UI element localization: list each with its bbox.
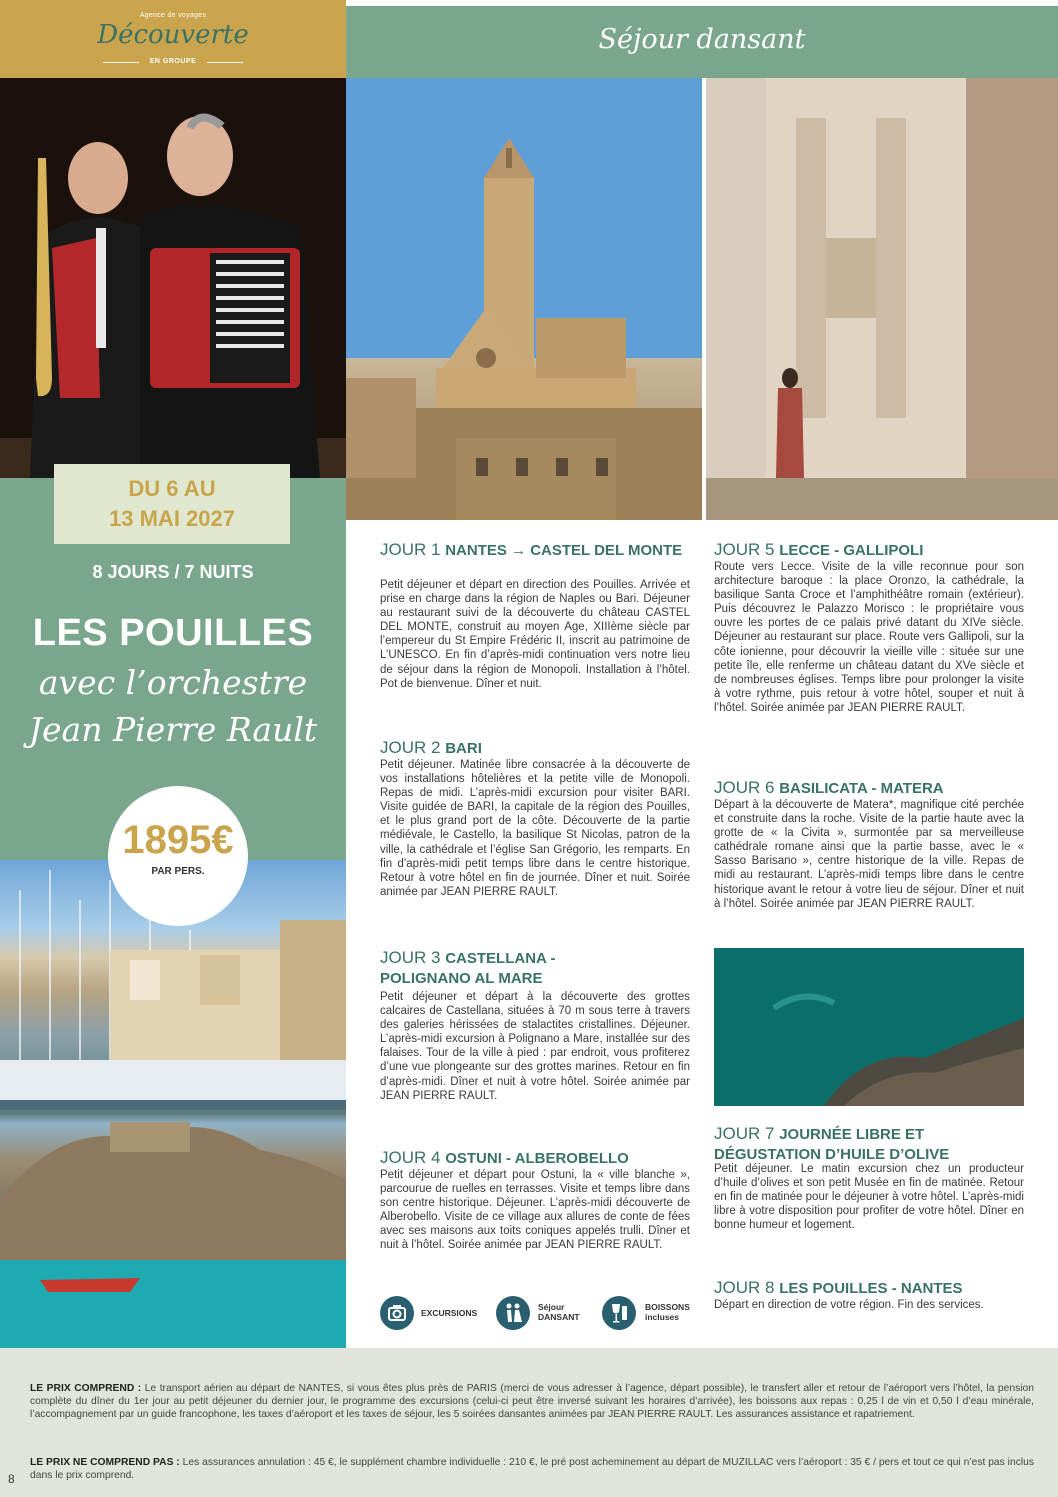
- day-2-heading: [380, 738, 700, 758]
- day-6-text: Départ à la découverte de Matera*, magnifique cité perchée et construite dans la roche. Visite de la partie haute avec la grotte de « la Civita », surmontée par sa merveilleuse cathédrale romane ainsi que la partie basse, avec le « Sasso Barisano », centre historique de la ville. Repas de midi au restaurant. L’après-midi temps libre dans le centre historique avant le retour à votre lieu de séjour. Dîner et nuit à l’hôtel. Soirée animée par JEAN PIERRE RAULT.: [714, 799, 1024, 910]
- day-8-number: JOUR 8: [714, 1278, 775, 1297]
- lecce-street-photo: [706, 78, 1058, 520]
- day-7-text: Petit déjeuner. Le matin excursion chez un producteur d’huile d’olives et son petit Musée en fin de matinée. Retour en fin de matinée pour le déjeuner à votre hôtel. L’après-midi libre à votre disposition pour profiter de votre hôtel. Dîner en bonne humeur et logement.: [714, 1163, 1024, 1232]
- day-3-number: JOUR 3: [380, 948, 441, 967]
- day-7-place: JOURNÉE LIBRE ET DÉGUSTATION D’HUILE D’OLIVE: [714, 1126, 950, 1163]
- price-excludes: [30, 1456, 1034, 1482]
- trip-duration: 8 JOURS / 7 NUITS: [92, 562, 254, 582]
- header-title: Séjour dansant: [598, 24, 806, 55]
- dancing-couple-icon: [496, 1296, 530, 1330]
- day-6-place: BASILICATA - MATERA: [779, 780, 944, 797]
- camera-icon: [380, 1296, 414, 1330]
- price-value: 1895€: [122, 818, 234, 862]
- sea-aerial-photo: [714, 948, 1024, 1106]
- price-includes: [30, 1382, 1034, 1422]
- day-1-number: JOUR 1: [380, 540, 441, 559]
- day-7-heading: [714, 1124, 1034, 1164]
- matera-cathedral-photo: [346, 78, 702, 520]
- day-3-place: CASTELLANA - POLIGNANO AL MARE: [380, 950, 556, 987]
- brand-sub-label: EN GROUPE: [149, 58, 197, 65]
- cathedral-illustration: [346, 78, 702, 520]
- day-8-heading: [714, 1278, 1034, 1298]
- day-5-heading: [714, 540, 1034, 560]
- day-2-number: JOUR 2: [380, 738, 441, 757]
- day-3-heading: [380, 948, 600, 988]
- day-2-place: BARI: [445, 740, 482, 757]
- day-2-text: Petit déjeuner. Matinée libre consacrée à la découverte de vos installations hôtelières et la petite ville de Monopoli. Repas de midi. L’après-midi excursion pour visiter BARI. Visite guidée de BARI, la capitale de la région des Pouilles, et le plus grand port de la côte. Découverte de la partie médiévale, le Castello, la basilique St Nicolas, patron de la ville, la cathédrale et l’église San Grégorio, les remparts. En fin d’après-midi petit temps libre dans le centre historique. Retour à votre hôtel en fin de journée. Dîner et nuit. Soirée animée par JEAN PIERRE RAULT.: [380, 759, 690, 898]
- drinks-label-line-1: BOISSONS: [645, 1302, 690, 1312]
- day-4-number: JOUR 4: [380, 1148, 441, 1167]
- day-3-text: Petit déjeuner et départ à la découverte des grottes calcaires de Castellana, situées à 70 m sous terre à travers des galeries hérissées de stalactites cristallines. Déjeuner. L’après-midi excursion à Polignano a Mare, installée sur des falaises. Tour de la ville à pied : par endroit, vous profiterez d’une vue plongeante sur des grottes marines. Retour en fin d’après-midi. Dîner et nuit à votre hôtel. Soirée animée par JEAN PIERRE RAULT.: [380, 991, 690, 1102]
- orchestra-photo: [0, 78, 346, 478]
- day-7-number: JOUR 7: [714, 1124, 775, 1143]
- page-number: 8: [8, 1472, 15, 1486]
- brand-name: Découverte: [97, 20, 249, 50]
- excursions-label: EXCURSIONS: [421, 1308, 478, 1318]
- price-excludes-text: Les assurances annulation : 45 €, le supplément chambre individuelle : 210 €, le pré post acheminement au départ de MUZILLAC vers l’aéroport : 35 € / pers et tout ce qui n’est pas inclus dans le prix comprend.: [30, 1457, 1034, 1482]
- price-unit: PAR PERS.: [151, 866, 205, 877]
- day-6-number: JOUR 6: [714, 778, 775, 797]
- drinks-label-line-2: incluses: [645, 1312, 680, 1322]
- brand-sub: [103, 58, 243, 66]
- date-line-2: 13 MAI 2027: [109, 506, 235, 531]
- dancing-label-line-1: Séjour: [538, 1302, 565, 1312]
- sea-illustration: [714, 948, 1024, 1106]
- day-4-place: OSTUNI - ALBEROBELLO: [445, 1150, 629, 1167]
- day-5-place: LECCE - GALLIPOLI: [779, 542, 924, 559]
- orchestra-illustration: [0, 78, 346, 478]
- day-1-heading: [380, 540, 700, 560]
- price-includes-text: Le transport aérien au départ de NANTES, si vous êtes plus près de PARIS (merci de vous adresser à l’agence, départ possible), le transfert aller et retour de l’aéroport vers l’hôtel, la pension complète du dîner du 1er jour au petit déjeuner du dernier jour, le programme des excursions (celui-ci peut être inversé suivant les horaires d’arrivée), les boissons aux repas : 0,25 l de vin et 0,50 l d’eau minérale, l’accompagnement par un guide francophone, les taxes d’aéroport et les taxes de séjour, les 5 soirées dansantes animées par JEAN PIERRE RAULT. Les assurances assistance et rapatriement.: [30, 1383, 1034, 1421]
- day-4-heading: [380, 1148, 700, 1168]
- dancing-label: [538, 1302, 580, 1322]
- price-includes-label: LE PRIX COMPREND :: [30, 1383, 142, 1394]
- day-1-text: Petit déjeuner et départ en direction des Pouilles. Arrivée et prise en charge dans la région de Naples ou Bari. Déjeuner au restaurant suivi de la découverte du château CASTEL DEL MONTE, construit au moyen Age, XIIIème siècle par l’empereur du St Empire Frédéric II, inscrit au patrimoine de L’UNESCO. En fin d’après-midi continuation vers notre lieu de séjour dans la région de Monopoli. Installation à l’hôtel. Pot de bienvenue. Dîner et nuit.: [380, 579, 690, 690]
- date-line-1: DU 6 AU: [128, 476, 216, 501]
- day-8-place: LES POUILLES - NANTES: [779, 1280, 963, 1297]
- day-5-text: Route vers Lecce. Visite de la ville reconnue pour son architecture baroque : la place Oronzo, la cathédrale, la basilique Santa Croce et l’amphithéâtre romain (extérieur). Puis découvrez le Palazzo Morisco : le propriétaire vous ouvre les portes de ce palais privé datant du XIVe siècle. Déjeuner au restaurant sur place. Route vers Gallipoli, sur la côte ionienne, pour découvrir la vieille ville : située sur une petite île, elle renferme un château datant du XVe siècle et de nombreuses églises. Temps libre pour prolonger la visite à votre rythme, puis retour à votre hôtel, souper et nuit à l’hôtel. Soirée animée par JEAN PIERRE RAULT.: [714, 561, 1024, 714]
- day-8-text: Départ en direction de votre région. Fin des services.: [714, 1299, 984, 1311]
- dancing-label-line-2: DANSANT: [538, 1312, 580, 1322]
- brand-logo: [0, 0, 346, 78]
- drinks-label: [645, 1302, 690, 1322]
- trip-subtitle-line-1: avec l’orchestre: [38, 663, 308, 702]
- day-4-text: Petit déjeuner et départ pour Ostuni, la « ville blanche », parcourue de ruelles en terrasses. Visite et temps libre dans son centre historique. Déjeuner. L’après-midi découverte de Alberobello. Visite de ce village aux allures de conte de fées avec ses maisons aux toits coniques appelés trulli. Dîner et nuit à l’hôtel. Soirée animée par JEAN PIERRE RAULT.: [380, 1169, 690, 1252]
- brand-tagline: Agence de voyages: [139, 12, 207, 19]
- trip-dates: [54, 474, 290, 534]
- price-excludes-label: LE PRIX NE COMPREND PAS :: [30, 1457, 180, 1468]
- trip-title: LES POUILLES: [32, 612, 314, 654]
- trip-subtitle-line-2: Jean Pierre Rault: [28, 710, 318, 749]
- wine-glass-icon: [602, 1296, 636, 1330]
- harbor-illustration: [0, 860, 346, 1348]
- day-6-heading: [714, 778, 1034, 798]
- day-1-place: NANTES → CASTEL DEL MONTE: [445, 542, 683, 559]
- day-5-number: JOUR 5: [714, 540, 775, 559]
- harbor-photo: [0, 860, 346, 1348]
- street-illustration: [706, 78, 1058, 520]
